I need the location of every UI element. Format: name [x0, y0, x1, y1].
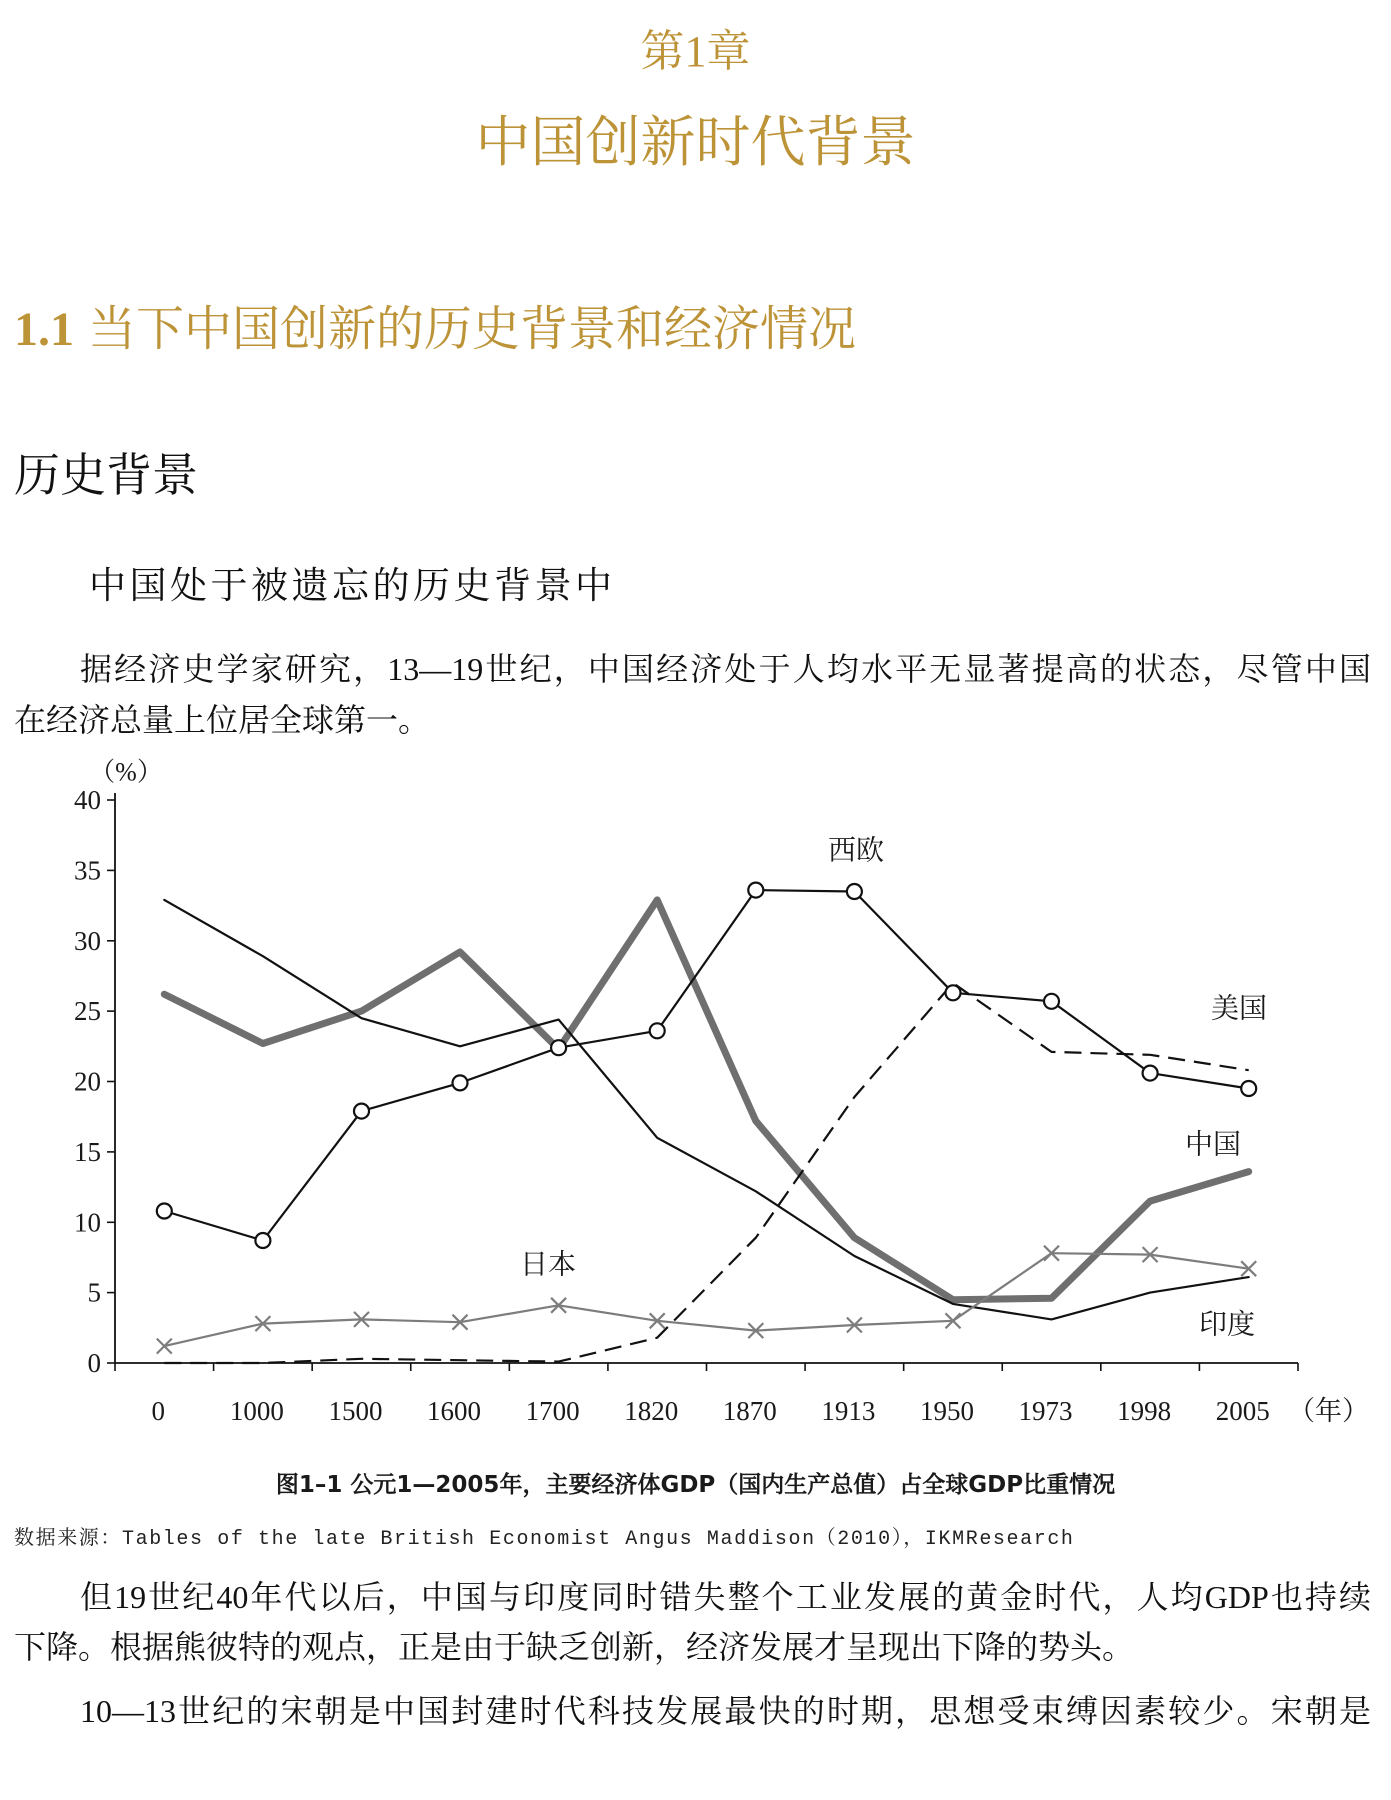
chapter-title: 中国创新时代背景 [475, 112, 916, 173]
series-label-west-europe: 西欧 [827, 835, 885, 867]
x-tick-label: 1820 [624, 1396, 679, 1426]
paragraph-line: 但19世纪40年代以后，中国与印度同时错失整个工业发展的黄金时代，人均GDP也持续 [80, 1579, 1371, 1615]
data-point-marker [946, 985, 961, 1000]
data-point-marker [847, 884, 862, 899]
x-tick-label: 2005 [1215, 1396, 1270, 1426]
y-tick-label: 30 [74, 925, 101, 956]
paragraph [14, 1572, 1371, 1672]
paragraph-line: 下降。根据熊彼特的观点，正是由于缺乏创新，经济发展才呈现出下降的势头。 [14, 1629, 1135, 1665]
gdp-share-line-chart [0, 750, 1391, 1460]
subsection-title: 历史背景 [14, 450, 198, 501]
data-point-marker [157, 1339, 172, 1354]
paragraph-line: 10—13世纪的宋朝是中国封建时代科技发展最快的时期，思想受束缚因素较少。宋朝是 [80, 1693, 1371, 1729]
x-tick-label: 1998 [1117, 1396, 1172, 1426]
y-tick-label: 15 [74, 1136, 101, 1167]
data-point-marker [1241, 1081, 1256, 1096]
x-tick-label: 1600 [427, 1396, 481, 1426]
x-tick-label: 1950 [920, 1396, 974, 1426]
series-label-japan: 日本 [519, 1249, 577, 1281]
x-tick-label: 1870 [722, 1396, 777, 1426]
figure-caption: 图1–1 公元1—2005年，主要经济体GDP（国内生产总值）占全球GDP比重情况 [275, 1472, 1116, 1498]
y-tick-label: 20 [74, 1066, 101, 1097]
subheading: 中国处于被遗忘的历史背景中 [89, 566, 616, 607]
chart-axes [115, 793, 1298, 1363]
y-tick-label: 25 [74, 996, 101, 1027]
section-heading [14, 301, 856, 359]
data-point-marker [255, 1233, 270, 1248]
series-line [164, 890, 1248, 1240]
chapter-label: 第1章 [640, 27, 751, 76]
series-line [164, 983, 1248, 1363]
paragraph-line: 据经济史学家研究，13—19世纪，中国经济处于人均水平无显著提高的状态，尽管中国 [80, 651, 1371, 687]
x-tick-label: 1973 [1018, 1396, 1073, 1426]
series-label-india: 印度 [1198, 1309, 1256, 1341]
chart-labels [89, 758, 1369, 1427]
data-point-marker [748, 883, 763, 898]
y-tick-label: 5 [87, 1277, 101, 1308]
y-tick-label: 0 [87, 1348, 101, 1378]
x-tick-label: 1700 [525, 1396, 580, 1426]
y-tick-label: 35 [74, 855, 101, 886]
x-tick-label: 1500 [328, 1396, 383, 1426]
paragraph [14, 644, 1371, 746]
data-point-marker [354, 1104, 369, 1119]
data-point-marker [453, 1075, 468, 1090]
x-tick-label: 0 [151, 1396, 166, 1426]
series-line [164, 900, 1248, 1320]
section-title: 当下中国创新的历史背景和经济情况 [88, 303, 857, 356]
x-tick-label: 1913 [821, 1396, 876, 1426]
data-point-marker [650, 1023, 665, 1038]
series-label-china: 中国 [1184, 1129, 1242, 1161]
y-axis-unit-label: （%） [89, 757, 163, 787]
data-point-marker [1143, 1066, 1158, 1081]
chart-plot-area [157, 883, 1256, 1363]
data-point-marker [551, 1040, 566, 1055]
x-axis-unit-label: （年） [1288, 1396, 1369, 1426]
y-tick-label: 10 [74, 1207, 101, 1238]
section-number: 1.1 [14, 303, 74, 356]
figure-source-note: 数据来源：Tables of the late British Economist Angus Maddison（2010），IKMResearch [14, 1528, 1075, 1551]
data-point-marker [157, 1204, 172, 1219]
data-point-marker [1044, 994, 1059, 1009]
paragraph [14, 1686, 1371, 1736]
x-tick-label: 1000 [229, 1396, 284, 1426]
series-label-usa: 美国 [1210, 993, 1268, 1025]
y-tick-label: 40 [74, 785, 101, 815]
paragraph-line: 在经济总量上位居全球第一。 [14, 702, 431, 738]
